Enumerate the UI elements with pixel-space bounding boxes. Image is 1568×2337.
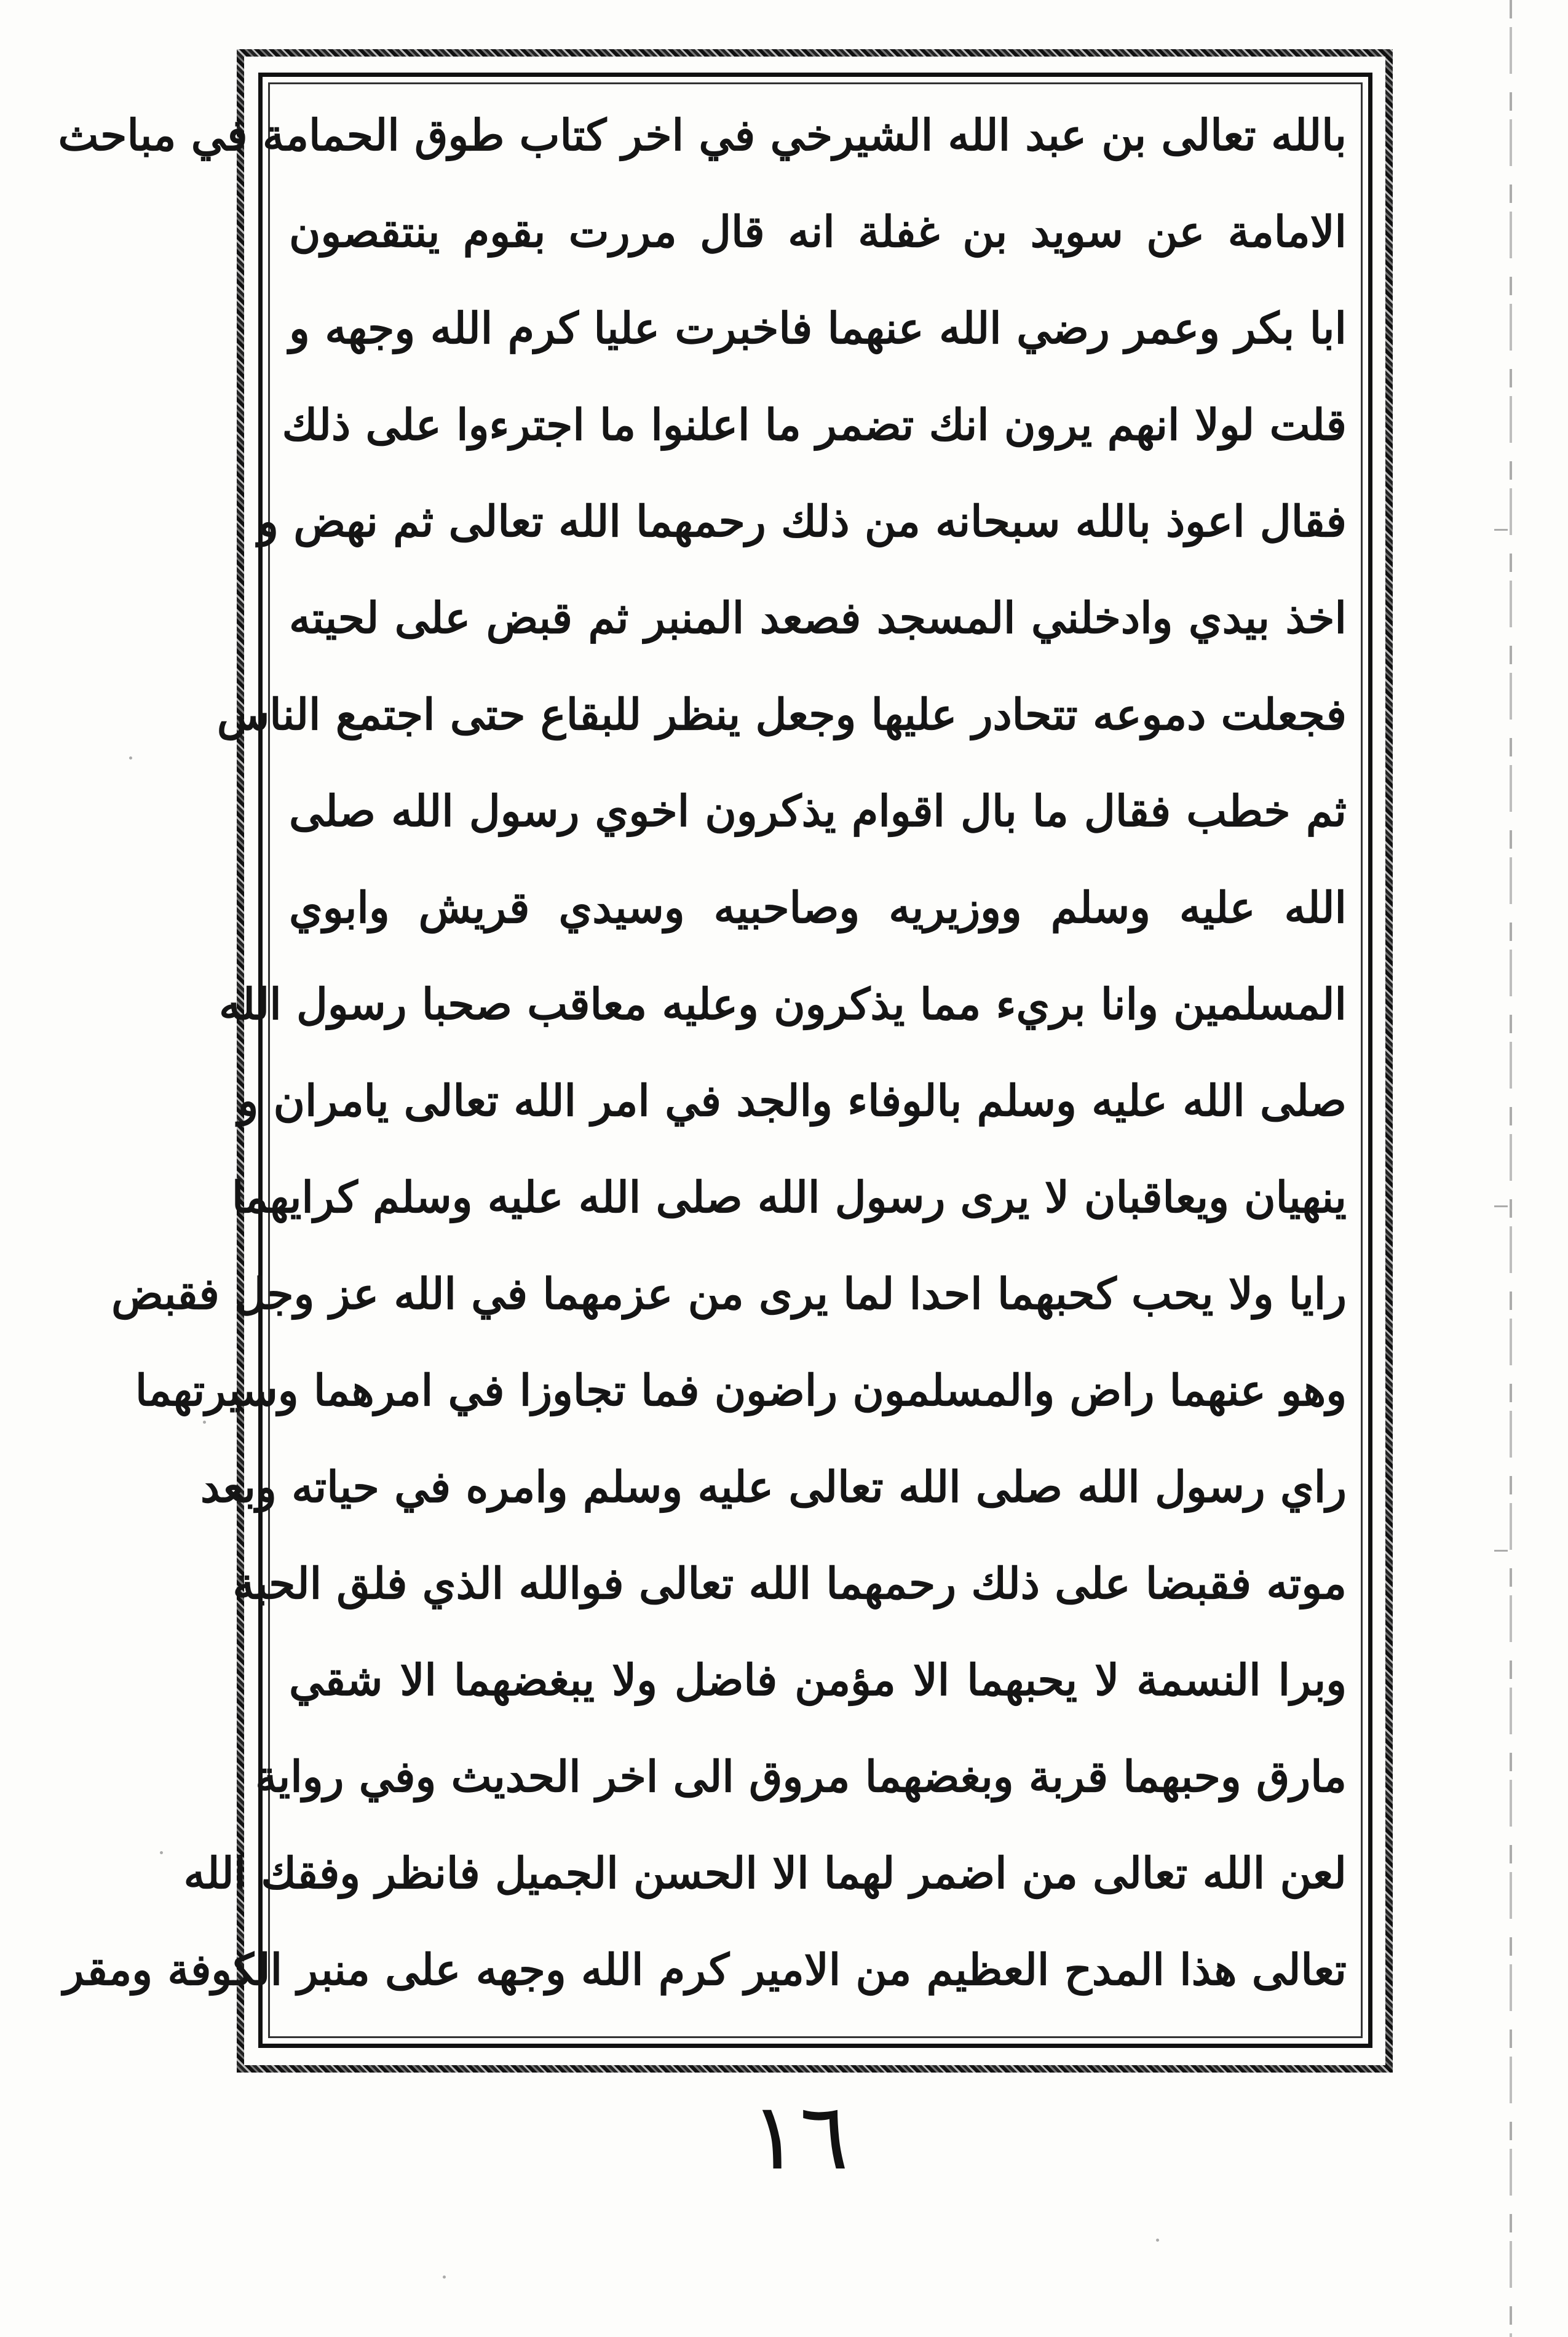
text-line: قلت لولا انهم يرون انك تضمر ما اعلنوا ما اجترءوا على ذلك [282,399,1347,450]
text-line: ثم خطب فقال ما بال اقوام يذكرون اخوي رسول الله صلى [289,785,1347,836]
text-line: صلى الله عليه وسلم بالوفاء والجد في امر الله تعالى يامران و [237,1075,1347,1126]
text-line: الله عليه وسلم ووزيريه وصاحبيه وسيدي قريش وابوي [289,882,1347,933]
scan-speck [203,1421,206,1424]
text-line: فقال اعوذ بالله سبحانه من ذلك رحمهما الله تعالى ثم نهض و [258,496,1347,547]
text-line: لعن الله تعالى من اضمر لهما الا الحسن الجميل فانظر وفقك الله [183,1847,1347,1899]
scan-speck [160,1851,163,1854]
scan-speck [129,756,132,760]
edge-mark [1494,1205,1508,1207]
manuscript-text-block [58,92,1347,2030]
text-line: تعالى هذا المدح العظيم من الامير كرم الله وجهه على منبر الكوفة ومقر [63,1944,1347,1995]
scan-speck [1156,2239,1159,2242]
edge-mark [1494,529,1508,531]
text-line: راي رسول الله صلى الله تعالى عليه وسلم وامره في حياته وبعد [200,1461,1347,1512]
scan-speck [443,2276,446,2279]
page-number: ١٦ [750,2084,849,2191]
text-line: المسلمين وانا بريء مما يذكرون وعليه معاقب صحبا رسول الله [219,978,1347,1030]
text-line: اخذ بيدي وادخلني المسجد فصعد المنبر ثم قبض على لحيته [289,592,1347,643]
text-line: وبرا النسمة لا يحبهما الا مؤمن فاضل ولا يبغضهما الا شقي [289,1654,1347,1705]
text-line: بالله تعالى بن عبد الله الشيرخي في اخر كتاب طوق الحمامة في مباحث [58,109,1347,161]
text-line: مارق وحبهما قربة وبغضهما مروق الى اخر الحديث وفي رواية [255,1751,1347,1802]
text-line: رايا ولا يحب كحبهما احدا لما يرى من عزمهما في الله عز وجل فقبض [111,1268,1347,1319]
text-line: موته فقبضا على ذلك رحمهما الله تعالى فوالله الذي فلق الحبة [232,1558,1347,1609]
text-line: الامامة عن سويد بن غفلة انه قال مررت بقوم ينتقصون [289,206,1347,257]
text-line: وهو عنهما راض والمسلمون راضون فما تجاوزا في امرهما وسيرتهما [135,1365,1347,1416]
text-line: ينهيان ويعاقبان لا يرى رسول الله صلى الله عليه وسلم كرايهما [231,1172,1347,1223]
binding-edge-line [1510,0,1512,2337]
text-line: ابا بكر وعمر رضي الله عنهما فاخبرت عليا كرم الله وجهه و [289,303,1347,354]
text-line: فجعلت دموعه تتحادر عليها وجعل ينظر للبقاع حتى اجتمع الناس [216,689,1347,740]
edge-mark [1494,1550,1508,1552]
